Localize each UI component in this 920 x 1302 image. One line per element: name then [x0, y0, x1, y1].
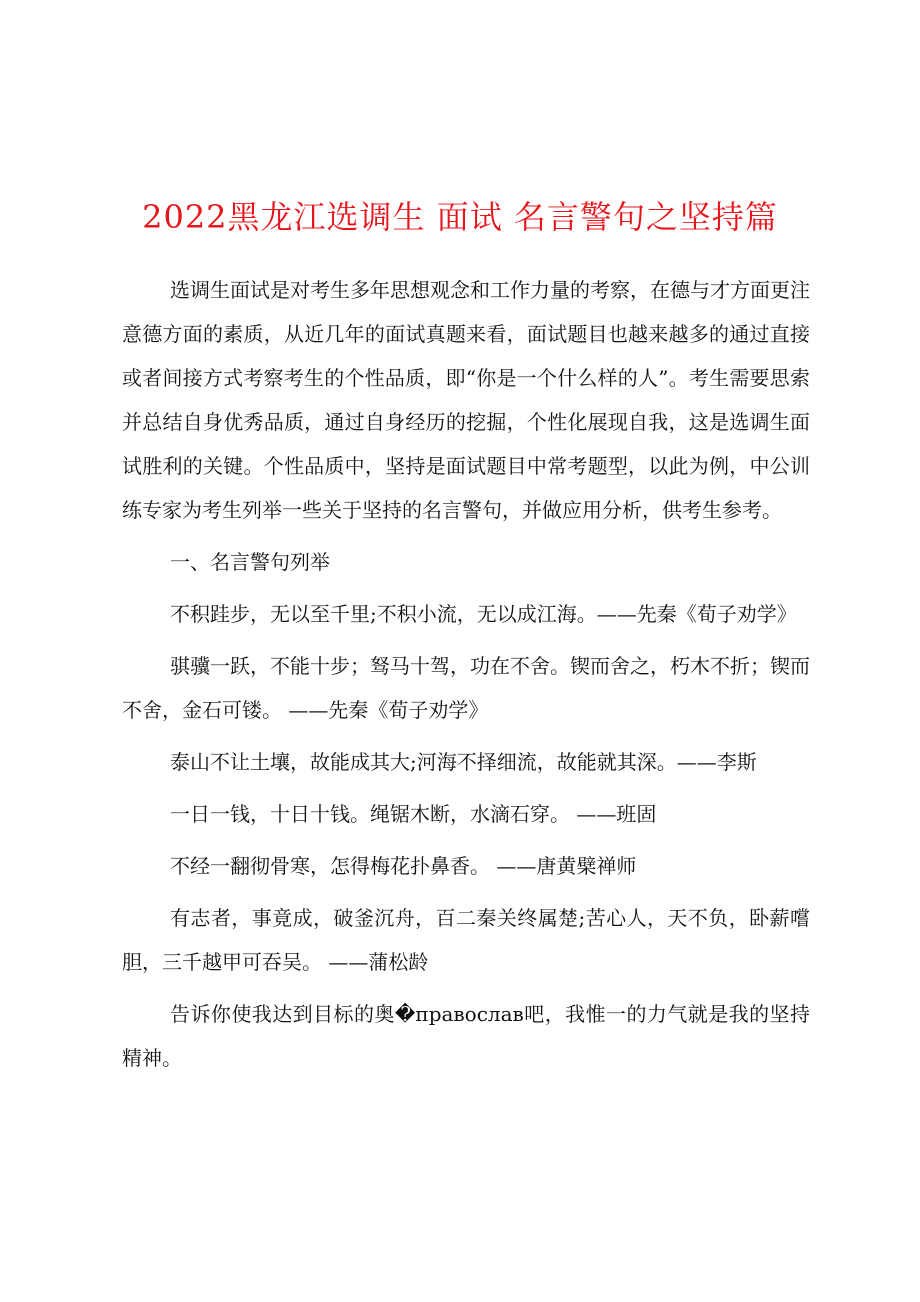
quote-paragraph: 有志者，事竟成，破釜沉舟，百二秦关终属楚;苦心人，天不负，卧薪嚐胆，三千越甲可吞吴。 ——蒲松龄	[122, 906, 810, 974]
quote-paragraph: 不经一翻彻骨寒，怎得梅花扑鼻香。 ——唐黄檗禅师	[170, 854, 637, 878]
quote-paragraph: 泰山不让土壤，故能成其大;河海不择细流，故能就其深。——李斯	[170, 750, 757, 774]
page-title: 2022黑龙江选调生 面试 名言警句之坚持篇	[142, 198, 778, 236]
section-heading: 一、名言警句列举	[170, 550, 330, 574]
quote-paragraph: 不积跬步，无以至千里;不积小流，无以成江海。——先秦《荀子劝学》	[170, 602, 797, 626]
quote-paragraph: 骐骥一跃，不能十步；驽马十驾，功在不舍。锲而舍之，朽木不折；锲而不舍，金石可镂。 ——先秦《荀子劝学》	[122, 654, 810, 722]
quote-paragraph: 告诉你使我达到目标的奥�православ吧，我惟一的力气就是我的坚持精神。	[122, 1002, 810, 1070]
intro-paragraph: 选调生面试是对考生多年思想观念和工作力量的考察，在德与才方面更注意德方面的素质，从近几年的面试真题来看，面试题目也越来越多的通过直接或者间接方式考察考生的个性品质，即“你是一个什么样的人”。考生需要思索并总结自身优秀品质，通过自身经历的挖掘，个性化展现自我，这是选调生面试胜利的关键。个性品质中，坚持是面试题目中常考题型，以此为例，中公训练专家为考生列举一些关于坚持的名言警句，并做应用分析，供考生参考。	[122, 278, 810, 522]
quote-paragraph: 一日一钱，十日十钱。绳锯木断，水滴石穿。 ——班固	[170, 802, 657, 826]
document-body	[122, 268, 810, 1080]
